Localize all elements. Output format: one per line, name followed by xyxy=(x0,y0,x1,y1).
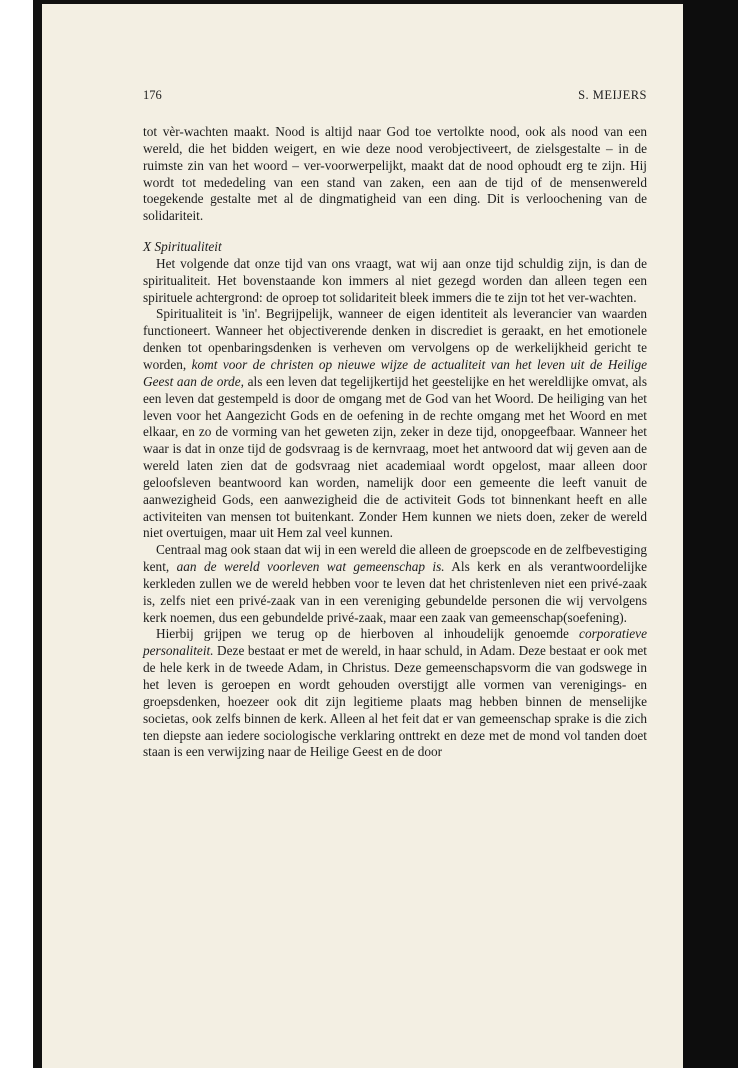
paragraph-text: Spiritualiteit is 'in'. Begrijpelijk, wanneer de eigen identiteit als leverancier van waarden functioneert. Wanneer het objectiverende denken in discrediet is geraakt, en het emotionele denken tot openbaringsdenken is verheven om vervolgens op de werkelijkheid gericht te worden, xyxy=(143,306,647,372)
paragraph-text: als een leven dat tegelijkertijd het geestelijke en het wereldlijke omvat, als een leven dat gestempeld is door de omgang met de God van het Woord. De heiliging van het leven voor het Aangezicht Gods en de oefening in de rechte omgang met het Woord en met elkaar, en zo de vorming van het geweten zijn, zeker in deze tijd, onopgeefbaar. Wanneer het waar is dat in onze tijd de godsvraag is de kernvraag, moet het antwoord dat wij geven aan de wereld laten zien dat de godsvraag niet academiaal wordt opgelost, maar alleen door geloofsleven beantwoord kan worden, namelijk door een gemeente die leeft vanuit de aanwezigheid Gods, een aanwezigheid die de activiteit Gods tot binnenkant heeft en alle activiteiten van mensen tot buitenkant. Zonder Hem kunnen we niets doen, zeker de wereld niet overtuigen, maar uit Hem zal veel kunnen. xyxy=(143,373,647,541)
paragraph-continued: tot vèr-wachten maakt. Nood is altijd naar God toe vertolkte nood, ook als nood van een wereld, die het bidden weigert, en wie deze nood verobjectiveert, de zielsgestalte – in de ruimste zin van het woord – ver-voorwerpelijkt, maakt dat de nood ophoudt erg te zijn. Hij wordt tot mededeling van een stand van zaken, een aan de tijd of de mensenwereld toegekende gestalte met al de dingmatigheid van een ding. Dit is verloochening van de solidariteit. xyxy=(143,124,647,224)
paragraph-text: Centraal mag ook staan dat wij in een wereld die alleen de groepscode en de zelfbevestiging kent, xyxy=(143,542,647,575)
section-heading xyxy=(143,239,647,256)
paragraph: Het volgende dat onze tijd van ons vraagt, wat wij aan onze tijd schuldig zijn, is dan de spiritualiteit. Het bovenstaande kon immers al niet gezegd worden dan alleen tegen een spirituele achtergrond: de oproep tot solidariteit bleek immers die te zijn tot het ver-wachten. xyxy=(143,255,647,305)
paragraph-text: Deze bestaat er met de wereld, in haar schuld, in Adam. Deze bestaat er ook met de hele kerk in de tweede Adam, in Christus. Deze gemeenschapsvorm die van godswege in het leven is geroepen en wordt gehouden overstijgt alle vormen van verenigings- en groepsdenken, hoezeer ook dit zijn legitieme plaats mag hebben binnen de menselijke societas, ook zelfs binnen de kerk. Alleen al het feit dat er van gemeenschap sprake is die zich ten diepste aan iedere sociologische verklaring onttrekt en deze met de mond vol tanden doet staan is een verwijzing naar de Heilige Geest en de door xyxy=(143,643,648,760)
paragraph-text: Hierbij grijpen we terug op de hierboven al inhoudelijk genoemde xyxy=(156,626,569,642)
running-author: S. MEIJERS xyxy=(578,88,647,102)
emphasis-text: komt voor de christen op nieuwe wijze de actualiteit van het leven uit de Heilige Geest aan de orde, xyxy=(143,356,648,389)
paragraph xyxy=(143,306,647,542)
page-number: 176 xyxy=(143,88,162,102)
body-text xyxy=(143,124,647,761)
scan-border-right xyxy=(683,0,738,1068)
paragraph xyxy=(143,626,647,761)
emphasis-text: corporatieve personaliteit. xyxy=(143,626,647,659)
emphasis-text: aan de wereld voorleven wat gemeenschap is. xyxy=(176,559,445,575)
paragraph-text: Als kerk en als verantwoordelijke kerkleden zullen we de wereld hebben voor te leven dat het christenleven niet een privé-zaak is, zelfs niet een privé-zaak van in een vereniging gebundelde personen die wij vervolgens kerk noemen, dus een gebundelde privé-zaak, maar een zaak van gemeenschap(soefening). xyxy=(143,559,648,625)
paragraph xyxy=(143,542,647,626)
section-title: Spiritualiteit xyxy=(154,239,222,255)
section-number: X xyxy=(143,239,152,255)
scan-border-left xyxy=(33,0,42,1068)
